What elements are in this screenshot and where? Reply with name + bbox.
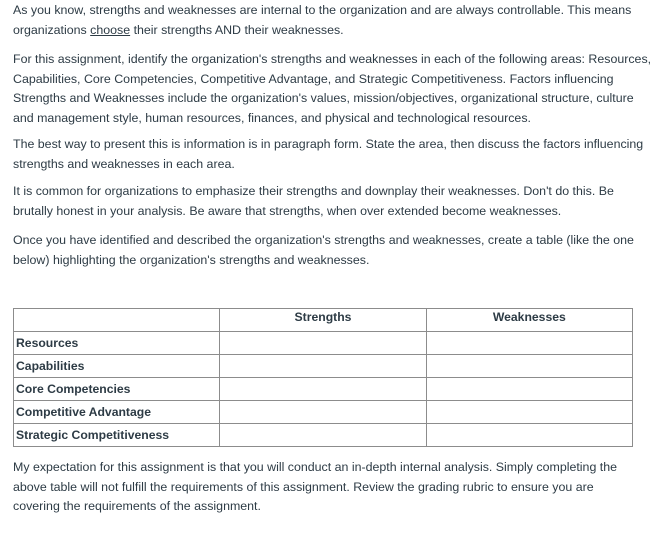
row-label-capabilities: Capabilities xyxy=(14,355,220,378)
table-row xyxy=(14,401,633,424)
table-cell xyxy=(220,401,426,424)
table-cell xyxy=(426,332,632,355)
row-label-strategic-competitiveness: Strategic Competitiveness xyxy=(14,424,220,447)
table-row xyxy=(14,378,633,401)
instructions-paragraph: For this assignment, identify the organization's strengths and weaknesses in each of the following areas: Resources, Capabilities, Core Competencies, Competitive Advantage, and Strategic Competitiveness. Factors influencing Strengths and Weaknesses include the organization's values, mission/objectives, organizational structure, culture and management style, human resources, finances, and physical and technological resources. xyxy=(13,52,652,125)
table-instructions-paragraph: Once you have identified and described the organization's strengths and weaknesses, create a table (like the one below) highlighting the organization's strengths and weaknesses. xyxy=(13,233,634,267)
table-header-row xyxy=(14,309,633,332)
table-row xyxy=(14,332,633,355)
expectation-paragraph: My expectation for this assignment is that you will conduct an in-depth internal analysis. Simply completing the above table will not fulfill the requirements of this assignment. Review the grading rubric to ensure you are covering the requirements of the assignment. xyxy=(13,460,618,513)
table-cell xyxy=(220,355,426,378)
table-row xyxy=(14,424,633,447)
table-cell xyxy=(220,378,426,401)
format-paragraph: The best way to present this is information is in paragraph form. State the area, then discuss the factors influencing strengths and weaknesses in each area. xyxy=(13,137,644,171)
table-row xyxy=(14,355,633,378)
intro-text-after: their strengths AND their weaknesses. xyxy=(130,22,344,37)
table-cell xyxy=(220,332,426,355)
table-cell xyxy=(426,401,632,424)
row-label-resources: Resources xyxy=(14,332,220,355)
table-cell xyxy=(220,424,426,447)
header-cell-weaknesses: Weaknesses xyxy=(426,309,632,332)
table-cell xyxy=(426,378,632,401)
header-cell-empty xyxy=(14,309,220,332)
row-label-core-competencies: Core Competencies xyxy=(14,378,220,401)
table-cell xyxy=(426,355,632,378)
intro-paragraph xyxy=(13,1,653,40)
table-cell xyxy=(426,424,632,447)
header-cell-strengths: Strengths xyxy=(220,309,426,332)
intro-text-before: As you know, strengths and weaknesses are internal to the organization and are always controllable. This means organizations xyxy=(13,3,632,37)
row-label-competitive-advantage: Competitive Advantage xyxy=(14,401,220,424)
underlined-word-choose: choose xyxy=(90,22,131,37)
strengths-weaknesses-table xyxy=(13,308,633,447)
honesty-paragraph: It is common for organizations to emphasize their strengths and downplay their weaknesses. Don't do this. Be brutally honest in your analysis. Be aware that strengths, when over extended become weaknesses. xyxy=(13,184,614,218)
